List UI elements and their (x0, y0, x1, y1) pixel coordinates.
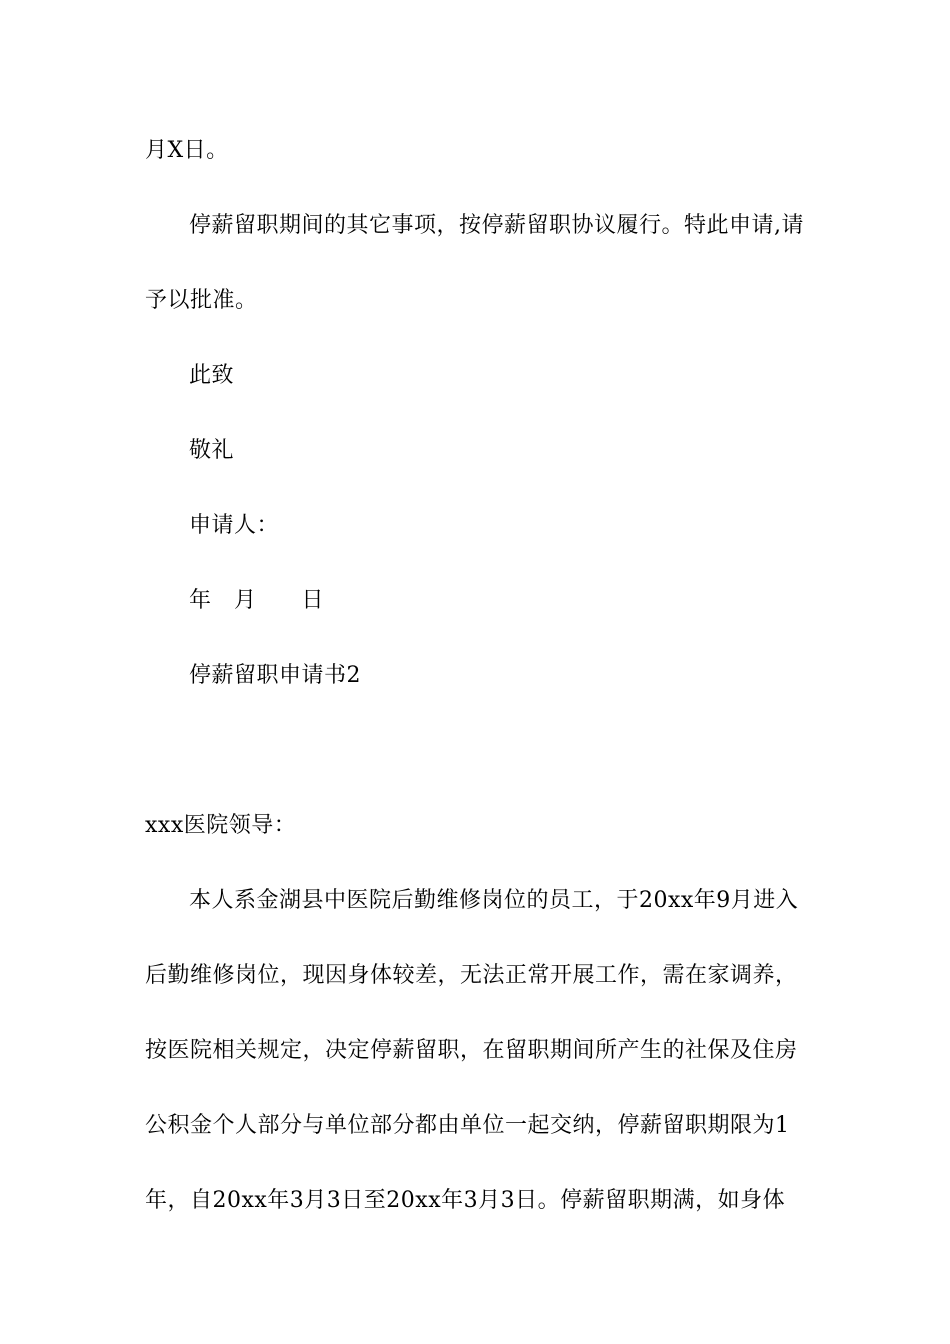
text-line: 公积金个人部分与单位部分都由单位一起交纳，停薪留职期限为1 (145, 1113, 790, 1138)
text-line: 停薪留职期间的其它事项，按停薪留职协议履行。特此申请,请 (189, 213, 804, 238)
section-title: 停薪留职申请书2 (189, 663, 361, 688)
text-line: 按医院相关规定，决定停薪留职，在留职期间所产生的社保及住房 (145, 1038, 798, 1063)
text-line: 予以批准。 (145, 288, 258, 313)
text-line: 月X日。 (145, 138, 229, 163)
text-line: 本人系金湖县中医院后勤维修岗位的员工，于20xx年9月进入 (189, 888, 799, 913)
date-line: 年 月 日 (189, 588, 325, 613)
text-line: 后勤维修岗位，现因身体较差，无法正常开展工作，需在家调养， (145, 963, 798, 988)
closing: 敬礼 (189, 438, 235, 463)
addressee: xxx医院领导： (145, 813, 297, 838)
salutation: 此致 (189, 363, 235, 388)
applicant-label: 申请人： (189, 513, 280, 538)
text-line: 年，自20xx年3月3日至20xx年3月3日。停薪留职期满，如身体 (145, 1188, 786, 1213)
